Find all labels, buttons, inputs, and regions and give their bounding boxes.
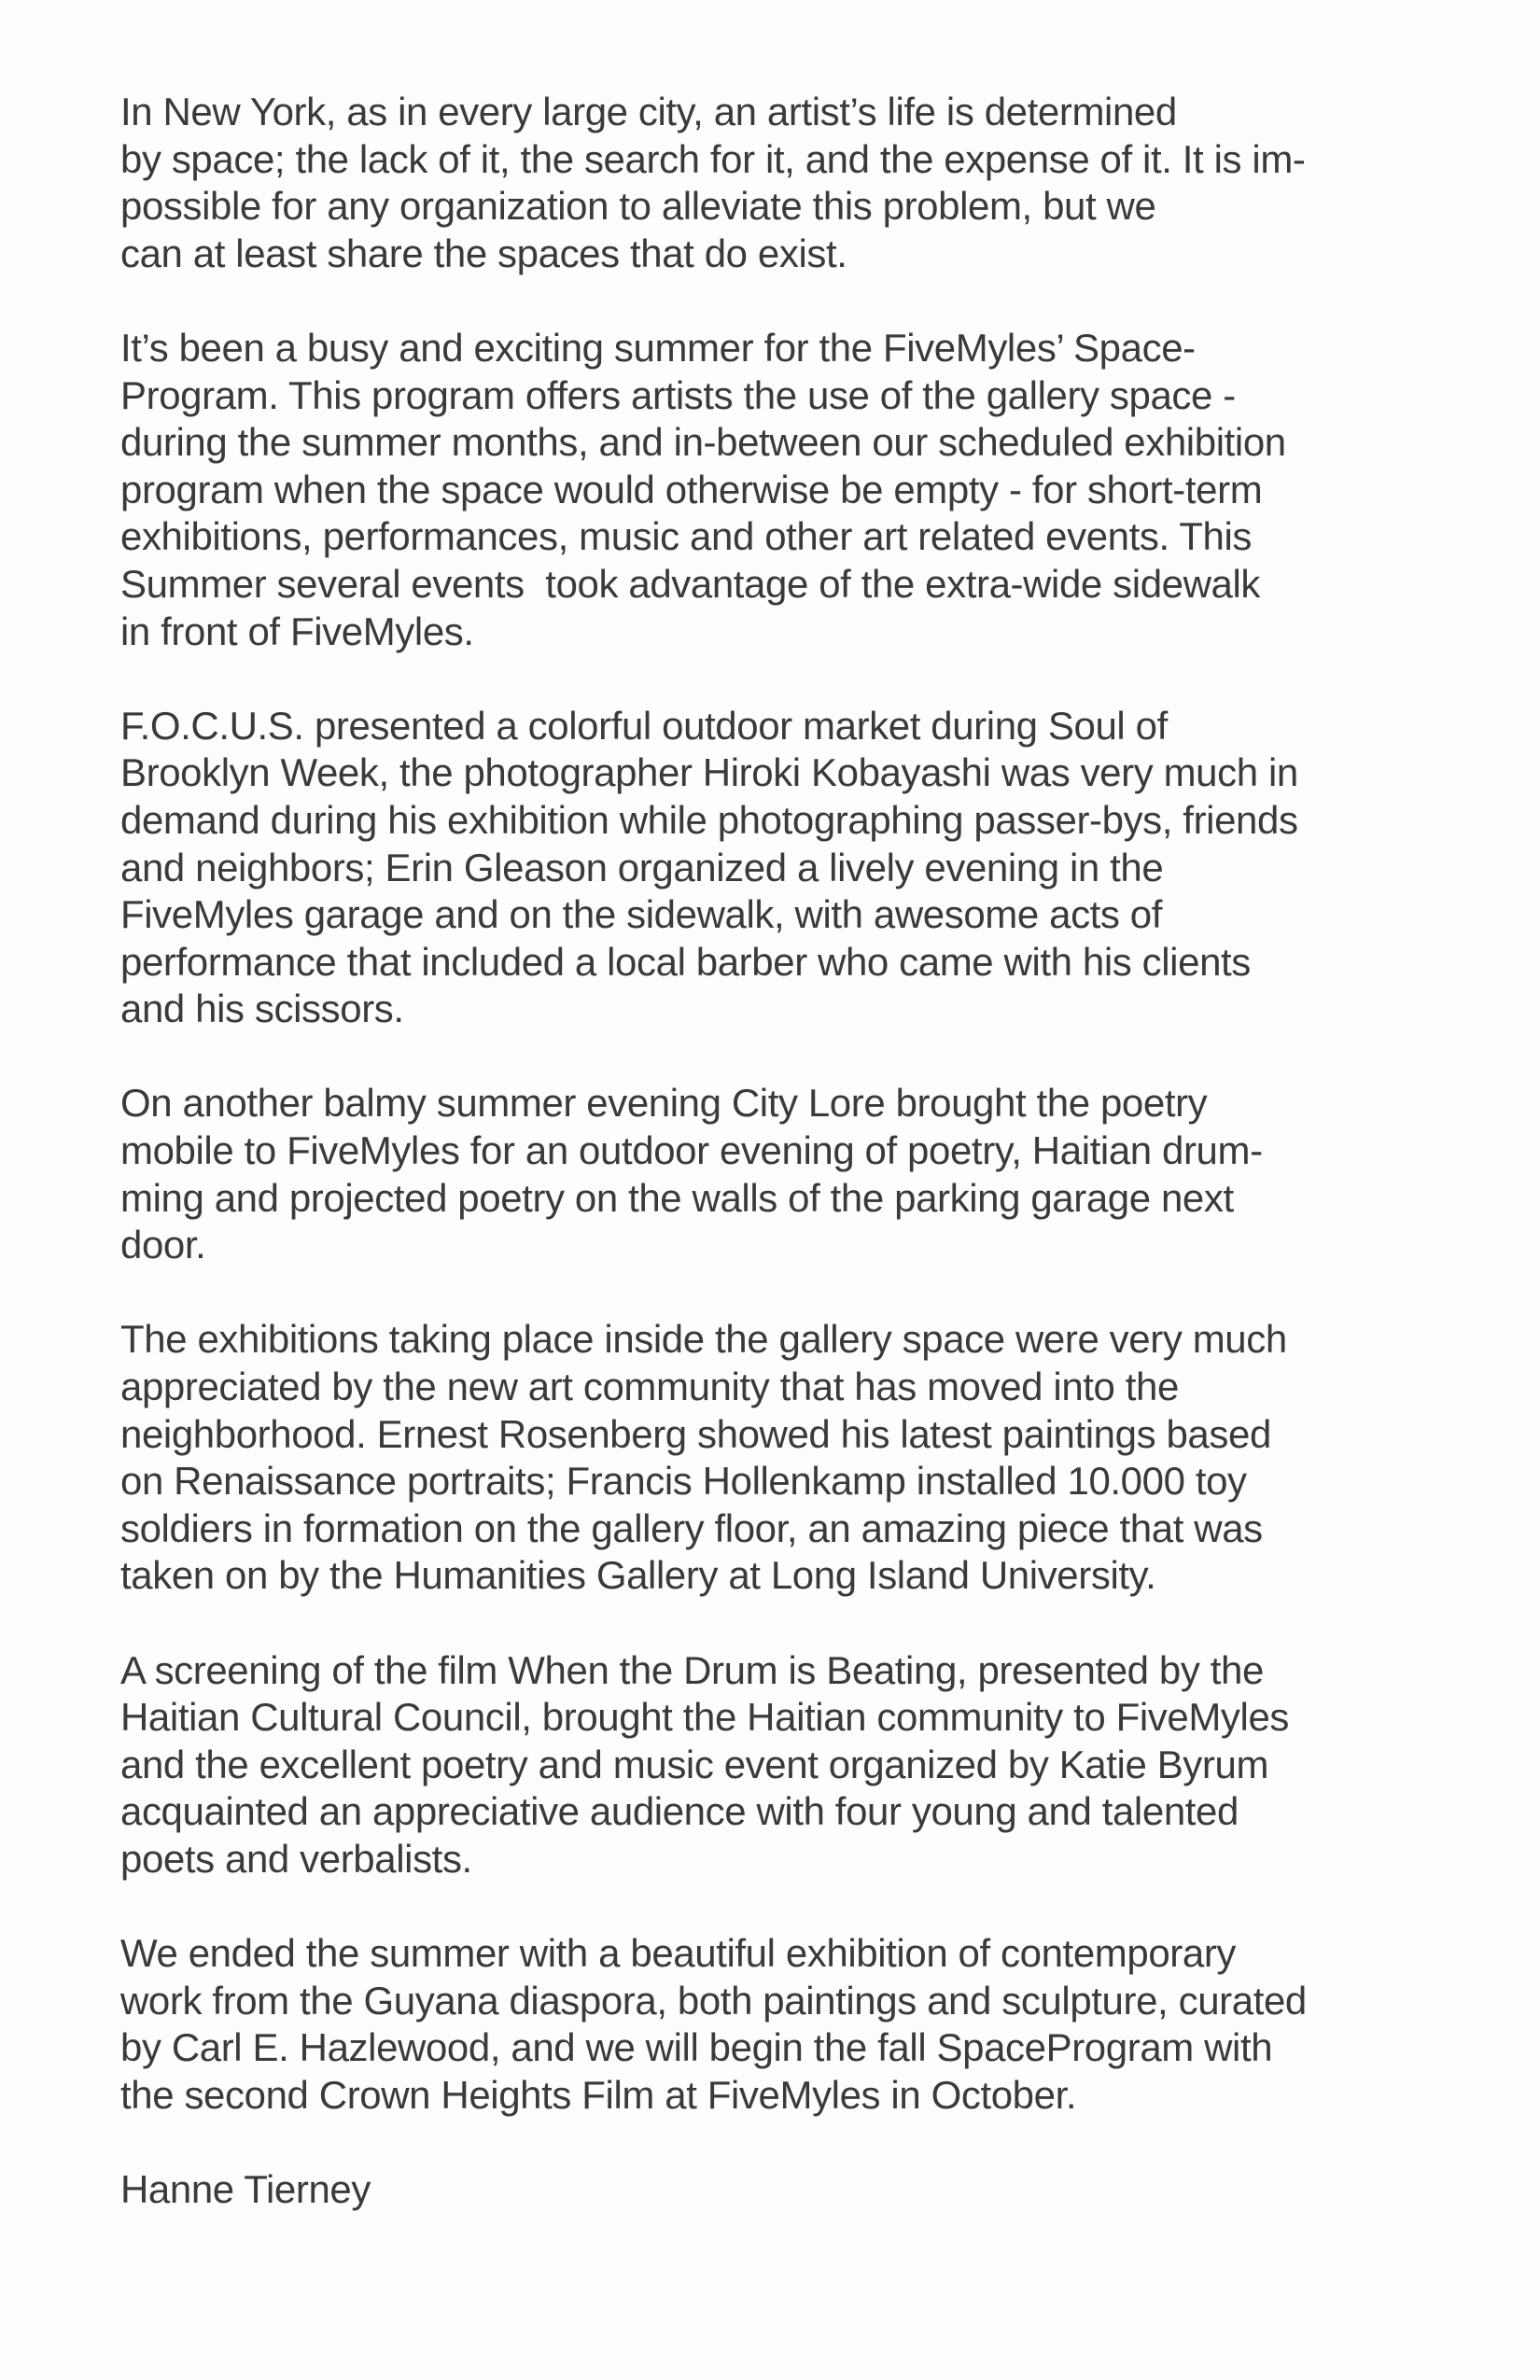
text-line: by Carl E. Hazlewood, and we will begin the fall SpaceProgram with	[120, 2025, 1273, 2070]
paragraph-7	[120, 1930, 1446, 2119]
letter-body	[120, 89, 1446, 2214]
text-line: We ended the summer with a beautiful exhibition of contemporary	[120, 1931, 1237, 1976]
text-line: The exhibitions taking place inside the gallery space were very much	[120, 1317, 1287, 1362]
text-line: during the summer months, and in-between our scheduled exhibition	[120, 420, 1286, 465]
paragraph-1	[120, 89, 1446, 277]
text-line: F.O.C.U.S. presented a colorful outdoor market during Soul of	[120, 703, 1168, 748]
text-line: taken on by the Humanities Gallery at Long Island University.	[120, 1553, 1156, 1598]
text-line: neighborhood. Ernest Rosenberg showed his latest paintings based	[120, 1411, 1271, 1456]
text-line: A screening of the film When the Drum is Beating, presented by the	[120, 1647, 1264, 1692]
text-line: acquainted an appreciative audience with four young and talented	[120, 1789, 1239, 1834]
text-line: mobile to FiveMyles for an outdoor evening of poetry, Haitian drum-	[120, 1128, 1263, 1173]
text-line: soldiers in formation on the gallery floor, an amazing piece that was	[120, 1505, 1263, 1550]
text-line: and his scissors.	[120, 987, 404, 1031]
text-line: Summer several events took advantage of the extra-wide sidewalk	[120, 561, 1261, 606]
text-line: In New York, as in every large city, an artist’s life is determined	[120, 90, 1177, 133]
text-line: demand during his exhibition while photographing passer-bys, friends	[120, 797, 1298, 842]
text-line: in front of FiveMyles.	[120, 609, 474, 653]
text-line: poets and verbalists.	[120, 1836, 472, 1881]
text-line: door.	[120, 1223, 206, 1267]
text-line: On another balmy summer evening City Lore brought the poetry	[120, 1081, 1208, 1126]
text-line: and neighbors; Erin Gleason organized a lively evening in the	[120, 845, 1164, 889]
text-line: ming and projected poetry on the walls of the parking garage next	[120, 1175, 1234, 1220]
text-line: work from the Guyana diaspora, both paintings and sculpture, curated	[120, 1978, 1307, 2023]
text-line: can at least share the spaces that do exist.	[120, 231, 847, 275]
text-line: Program. This program offers artists the use of the gallery space -	[120, 372, 1236, 417]
text-line: appreciated by the new art community that has moved into the	[120, 1365, 1179, 1409]
signature: Hanne Tierney	[120, 2167, 371, 2212]
text-line: on Renaissance portraits; Francis Hollenkamp installed 10.000 toy	[120, 1459, 1247, 1504]
text-line: and the excellent poetry and music event organized by Katie Byrum	[120, 1742, 1269, 1786]
text-line: by space; the lack of it, the search for it, and the expense of it. It is im-	[120, 136, 1306, 181]
text-line: Brooklyn Week, the photographer Hiroki Kobayashi was very much in	[120, 750, 1298, 795]
paragraph-5	[120, 1316, 1446, 1600]
text-line: program when the space would otherwise be empty - for short-term	[120, 467, 1263, 511]
text-line: possible for any organization to alleviate this problem, but we	[120, 184, 1156, 229]
text-line: Haitian Cultural Council, brought the Haitian community to FiveMyles	[120, 1695, 1290, 1740]
paragraph-6	[120, 1647, 1446, 1883]
text-line: FiveMyles garage and on the sidewalk, with awesome acts of	[120, 892, 1163, 937]
text-line: exhibitions, performances, music and other art related events. This	[120, 514, 1253, 559]
text-line: It’s been a busy and exciting summer for the FiveMyles’ Space-	[120, 325, 1196, 370]
text-line: the second Crown Heights Film at FiveMyles in October.	[120, 2072, 1077, 2117]
text-line: performance that included a local barber who came with his clients	[120, 939, 1251, 984]
paragraph-3	[120, 703, 1446, 1033]
paragraph-4	[120, 1080, 1446, 1268]
paragraph-2	[120, 325, 1446, 655]
